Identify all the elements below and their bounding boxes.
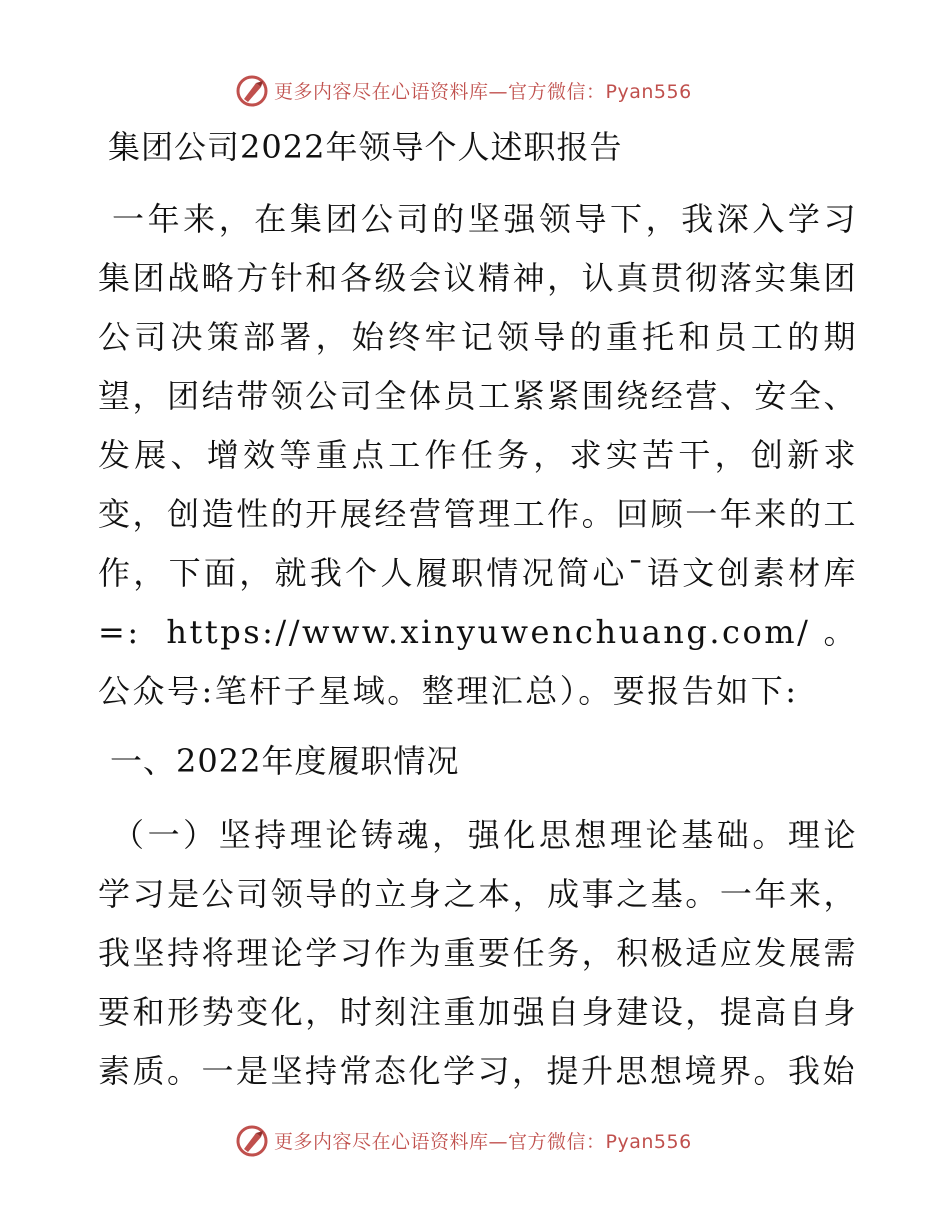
watermark-banner-top [0,70,950,110]
watermark-banner-bottom [0,1120,950,1160]
section-heading: 一、2022年度履职情况 [110,742,460,780]
intro-paragraph: 一年来，在集团公司的坚强领导下，我深入学习集团战略方针和各级会议精神，认真贯彻落实集团公司决策部署，始终牢记领导的重托和员工的期望，团结带领公司全体员工紧紧围绕经营、安全、发展、增效等重点工作任务，求实苦干，创新求变，创造性的开展经营管理工作。回顾一年来的工作，下面，就我个人履职情况简心¯语文创素材库=: https://www.xinyuwenchuang.com/。公众号:笔杆子星域。整理汇总）。要报告如下: [98,200,858,710]
watermark-text: 更多内容尽在心语资料库—官方微信：Pyan556 [274,81,692,103]
watermark-text: 更多内容尽在心语资料库—官方微信：Pyan556 [274,1131,692,1153]
pen-nib-circle-icon [234,1123,270,1159]
section-paragraph: （一）坚持理论铸魂，强化思想理论基础。理论学习是公司领导的立身之本，成事之基。一年来，我坚持将理论学习作为重要任务，积极适应发展需要和形势变化，时刻注重加强自身建设，提高自身素质。一是坚持常态化学习，提升思想境界。我始 [98,816,858,1090]
pen-nib-circle-icon [234,73,270,109]
document-title: 集团公司2022年领导个人述职报告 [108,128,623,166]
